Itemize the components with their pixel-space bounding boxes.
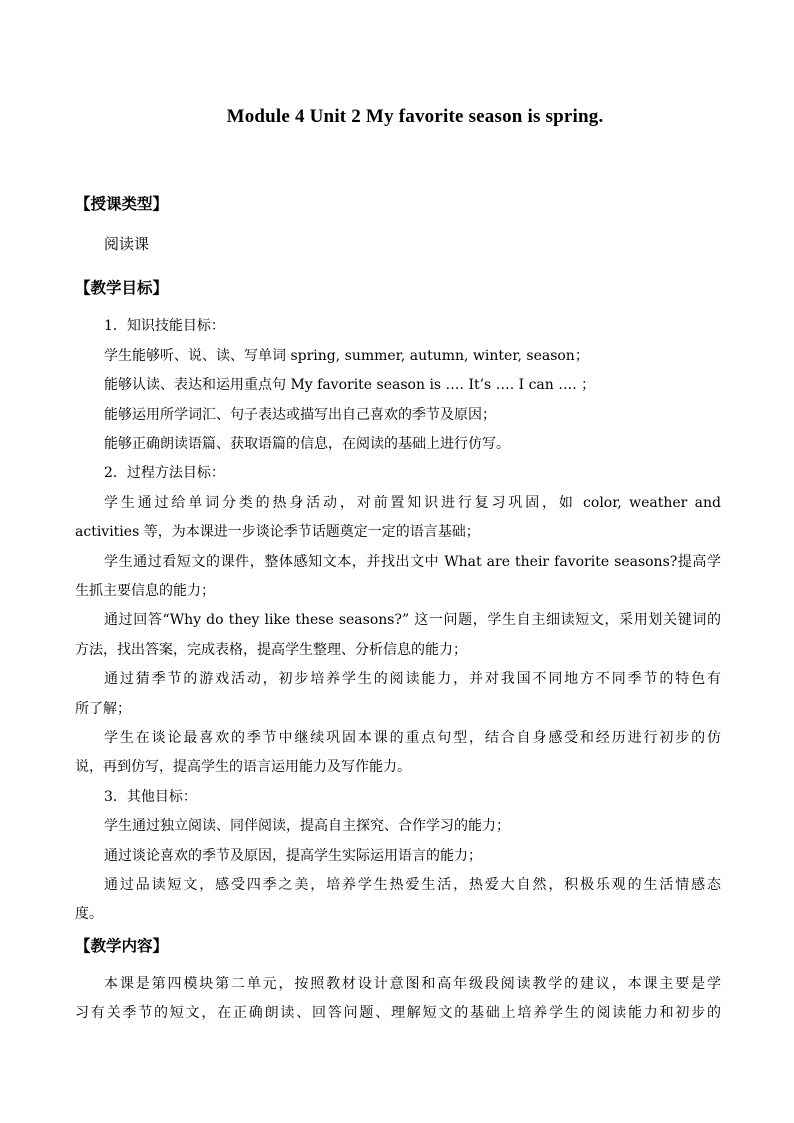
section-heading-type: 【授课类型】 <box>75 195 169 213</box>
section-heading-content: 【教学内容】 <box>75 937 169 955</box>
objective-line: 通过谈论喜欢的季节及原因，提高学生实际运用语言的能力； <box>104 848 482 864</box>
objective-line: 所了解； <box>75 701 131 717</box>
section-heading-objectives: 【教学目标】 <box>75 279 169 297</box>
objective-line: 生抓主要信息的能力； <box>75 583 215 599</box>
objective-line: 2．过程方法目标： <box>104 465 225 481</box>
document-title: Module 4 Unit 2 My favorite season is spring. <box>226 106 604 127</box>
objective-line: 学生在谈论最喜欢的季节中继续巩固本课的重点句型，结合自身感受和经历进行初步的仿 <box>104 730 721 746</box>
objective-line: 通过品读短文，感受四季之美，培养学生热爱生活，热爱大自然，积极乐观的生活情感态 <box>104 877 721 893</box>
objective-line: 能够认读、表达和运用重点句 My favorite season is …. It’s …. I can …. ； <box>104 377 596 393</box>
objective-line: 通过回答“Why do they like these seasons?” 这一问题，学生自主细读短文，采用划关键词的 <box>104 612 721 628</box>
objective-line: 3．其他目标： <box>104 789 197 805</box>
objective-line: activities 等，为本课进一步谈论季节话题奠定一定的语言基础； <box>75 524 480 540</box>
type-text: 阅读课 <box>104 235 150 253</box>
objective-line: 通过猜季节的游戏活动，初步培养学生的阅读能力，并对我国不同地方不同季节的特色有 <box>104 671 721 687</box>
objective-line: 学生通过独立阅读、同伴阅读，提高自主探究、合作学习的能力； <box>104 818 510 834</box>
objective-line: 学生通过给单词分类的热身活动，对前置知识进行复习巩固，如 color, weather and <box>104 495 721 511</box>
objective-line: 能够运用所学词汇、句子表达或描写出自己喜欢的季节及原因； <box>104 407 496 423</box>
objective-line: 学生能够听、说、读、写单词 spring, summer, autumn, winter, season； <box>104 348 589 364</box>
objective-line: 1．知识技能目标： <box>104 318 225 334</box>
objective-line: 学生通过看短文的课件，整体感知文本，并找出文中 What are their favorite seasons?提高学 <box>104 554 721 570</box>
objective-line: 度。 <box>75 906 103 922</box>
objective-line: 方法，找出答案，完成表格，提高学生整理、分析信息的能力； <box>75 642 467 658</box>
content-line: 习有关季节的短文，在正确朗读、回答问题、理解短文的基础上培养学生的阅读能力和初步的 <box>75 1005 721 1021</box>
objective-line: 能够正确朗读语篇、获取语篇的信息，在阅读的基础上进行仿写。 <box>104 436 510 452</box>
objective-line: 说，再到仿写，提高学生的语言运用能力及写作能力。 <box>75 759 411 775</box>
content-line: 本课是第四模块第二单元，按照教材设计意图和高年级段阅读教学的建议，本课主要是学 <box>104 976 721 992</box>
